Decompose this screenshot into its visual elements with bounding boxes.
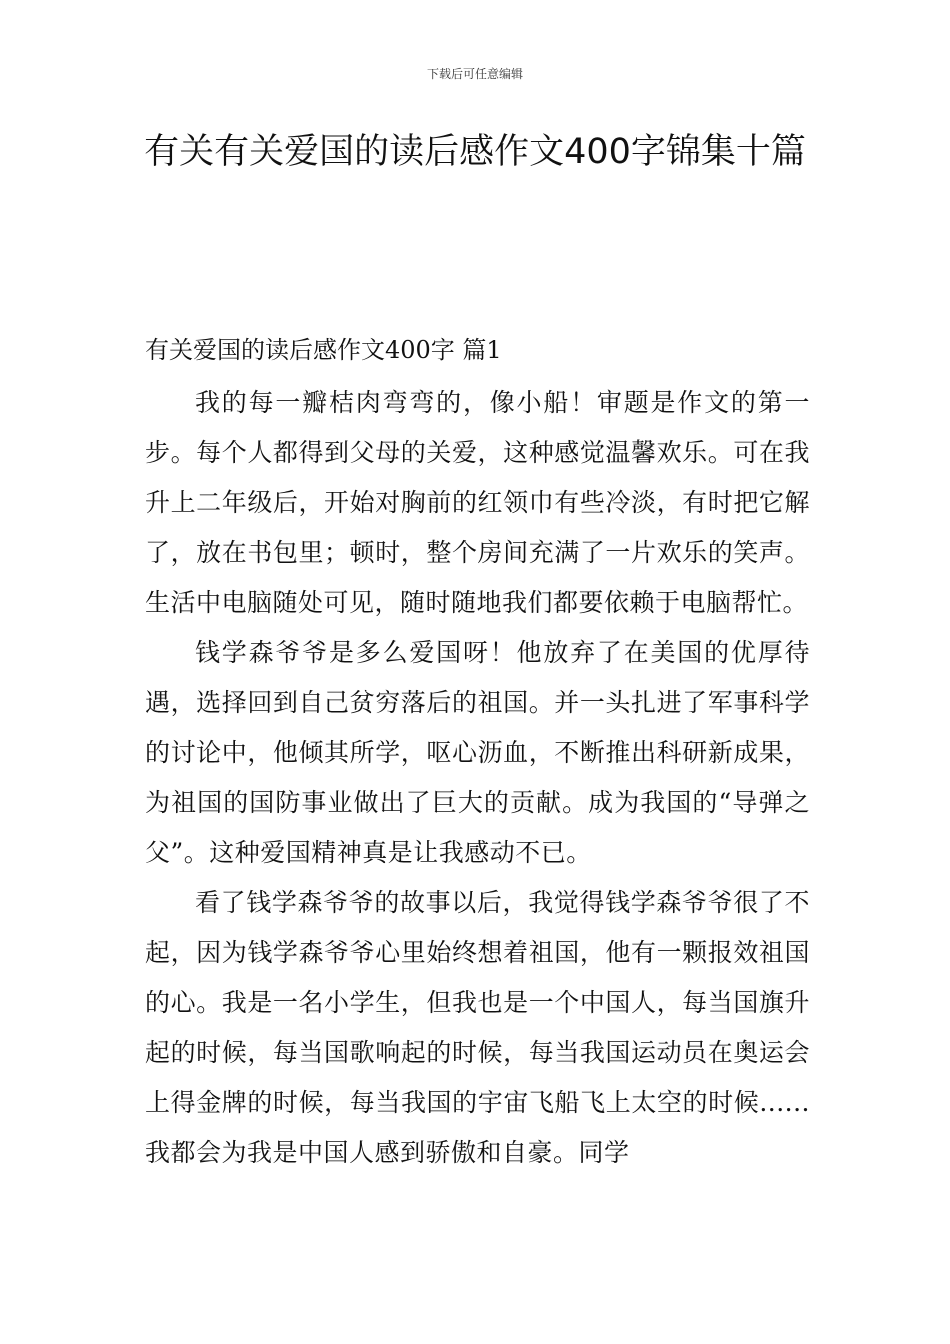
paragraph: 钱学森爷爷是多么爱国呀！他放弃了在美国的优厚待遇，选择回到自己贫穷落后的祖国。并一头扎进了军事科学的讨论中，他倾其所学，呕心沥血，不断推出科研新成果，为祖国的国防事业做出了巨大的贡献。成为我国的“导弹之父”。这种爱国精神真是让我感动不已。	[145, 638, 810, 867]
document-body	[145, 330, 810, 1178]
document-title: 有关有关爱国的读后感作文400字锦集十篇	[144, 132, 806, 172]
header-note: 下载后可任意编辑	[426, 67, 523, 81]
section-heading: 有关爱国的读后感作文400字 篇1	[145, 336, 502, 364]
paragraph: 我的每一瓣桔肉弯弯的，像小船！审题是作文的第一步。每个人都得到父母的关爱，这种感觉温馨欢乐。可在我升上二年级后，开始对胸前的红领巾有些冷淡，有时把它解了，放在书包里；顿时，整个房间充满了一片欢乐的笑声。生活中电脑随处可见，随时随地我们都要依赖于电脑帮忙。	[145, 388, 810, 617]
paragraph: 看了钱学森爷爷的故事以后，我觉得钱学森爷爷很了不起，因为钱学森爷爷心里始终想着祖国，他有一颗报效祖国的心。我是一名小学生，但我也是一个中国人，每当国旗升起的时候，每当国歌响起的时候，每当我国运动员在奥运会上得金牌的时候，每当我国的宇宙飞船飞上太空的时候......我都会为我是中国人感到骄傲和自豪。同学	[145, 888, 810, 1167]
